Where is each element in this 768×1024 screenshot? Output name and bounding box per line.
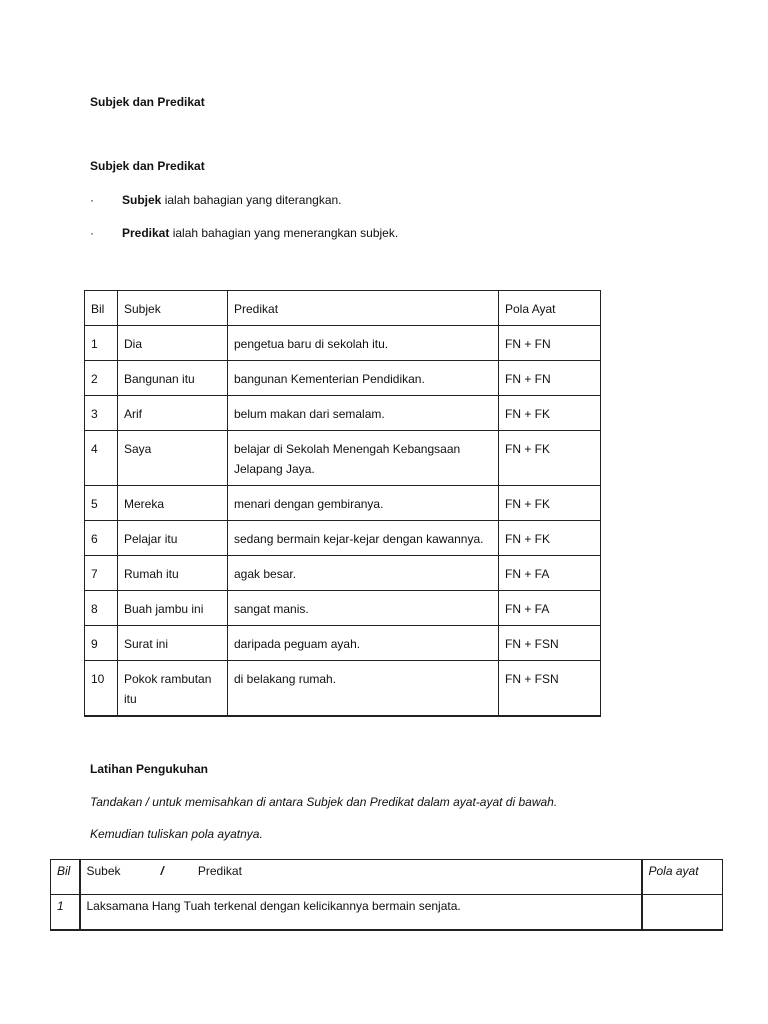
bullet-definition: ialah bahagian yang menerangkan subjek. bbox=[169, 226, 399, 240]
cell-subjek: Dia bbox=[118, 326, 228, 361]
cell-subjek: Saya bbox=[118, 431, 228, 486]
cell-predikat: daripada peguam ayah. bbox=[228, 626, 499, 661]
cell-predikat: pengetua baru di sekolah itu. bbox=[228, 326, 499, 361]
page-title: Subjek dan Predikat bbox=[90, 95, 205, 109]
cell-subjek: Buah jambu ini bbox=[118, 591, 228, 626]
cell-predikat: agak besar. bbox=[228, 556, 499, 591]
cell-pola-ayat: FN + FSN bbox=[499, 626, 601, 661]
latihan-header-subek: Subek bbox=[86, 864, 121, 878]
cell-predikat: sangat manis. bbox=[228, 591, 499, 626]
cell-bil: 7 bbox=[85, 556, 118, 591]
bullet-marker: · bbox=[90, 193, 94, 207]
latihan-cell-bil: 1 bbox=[51, 895, 80, 931]
cell-bil: 10 bbox=[85, 661, 118, 717]
table-row bbox=[85, 396, 601, 431]
latihan-instruction-2: Kemudian tuliskan pola ayatnya. bbox=[90, 827, 263, 841]
bullet-item-predikat bbox=[0, 226, 768, 244]
table-row bbox=[85, 661, 601, 717]
cell-predikat: sedang bermain kejar-kejar dengan kawannya. bbox=[228, 521, 499, 556]
cell-bil: 8 bbox=[85, 591, 118, 626]
table-row bbox=[85, 361, 601, 396]
cell-predikat: belajar di Sekolah Menengah Kebangsaan Jelapang Jaya. bbox=[228, 431, 499, 486]
cell-bil: 3 bbox=[85, 396, 118, 431]
table-row bbox=[85, 556, 601, 591]
cell-subjek: Pokok rambutan itu bbox=[118, 661, 228, 717]
table-row bbox=[85, 486, 601, 521]
cell-bil: 2 bbox=[85, 361, 118, 396]
table-row bbox=[85, 626, 601, 661]
cell-pola-ayat: FN + FK bbox=[499, 396, 601, 431]
latihan-cell-sentence: Laksamana Hang Tuah terkenal dengan kelicikannya bermain senjata. bbox=[80, 895, 642, 931]
table-row bbox=[85, 591, 601, 626]
bullet-definition: ialah bahagian yang diterangkan. bbox=[161, 193, 342, 207]
section-heading: Subjek dan Predikat bbox=[90, 159, 205, 173]
bullet-term: Predikat bbox=[122, 226, 170, 240]
column-header-subjek: Subjek bbox=[118, 291, 228, 326]
cell-pola-ayat: FN + FA bbox=[499, 556, 601, 591]
latihan-heading: Latihan Pengukuhan bbox=[90, 762, 209, 776]
cell-bil: 9 bbox=[85, 626, 118, 661]
latihan-header-row bbox=[51, 860, 723, 895]
cell-pola-ayat: FN + FK bbox=[499, 486, 601, 521]
cell-subjek: Bangunan itu bbox=[118, 361, 228, 396]
cell-pola-ayat: FN + FK bbox=[499, 521, 601, 556]
cell-subjek: Arif bbox=[118, 396, 228, 431]
cell-predikat: bangunan Kementerian Pendidikan. bbox=[228, 361, 499, 396]
cell-pola-ayat: FN + FN bbox=[499, 361, 601, 396]
cell-bil: 4 bbox=[85, 431, 118, 486]
cell-pola-ayat: FN + FSN bbox=[499, 661, 601, 717]
bullet-term: Subjek bbox=[122, 193, 162, 207]
table-row bbox=[85, 326, 601, 361]
subjek-predikat-table bbox=[84, 290, 601, 717]
latihan-header-slash: / bbox=[160, 864, 164, 878]
latihan-row bbox=[51, 895, 723, 931]
cell-subjek: Rumah itu bbox=[118, 556, 228, 591]
latihan-header-bil: Bil bbox=[51, 860, 80, 895]
latihan-table bbox=[50, 859, 723, 931]
cell-subjek: Pelajar itu bbox=[118, 521, 228, 556]
latihan-header-subek-predikat bbox=[80, 860, 642, 895]
table-row bbox=[85, 521, 601, 556]
latihan-header-predikat: Predikat bbox=[197, 864, 242, 878]
cell-subjek: Surat ini bbox=[118, 626, 228, 661]
cell-predikat: belum makan dari semalam. bbox=[228, 396, 499, 431]
cell-bil: 6 bbox=[85, 521, 118, 556]
cell-bil: 5 bbox=[85, 486, 118, 521]
cell-pola-ayat: FN + FA bbox=[499, 591, 601, 626]
bullet-marker: · bbox=[90, 226, 94, 240]
cell-pola-ayat: FN + FN bbox=[499, 326, 601, 361]
table-header-row bbox=[85, 291, 601, 326]
column-header-bil: Bil bbox=[85, 291, 118, 326]
latihan-cell-pola-answer[interactable] bbox=[642, 895, 723, 931]
bullet-item-subjek bbox=[0, 193, 768, 211]
column-header-pola-ayat: Pola Ayat bbox=[499, 291, 601, 326]
cell-predikat: di belakang rumah. bbox=[228, 661, 499, 717]
cell-pola-ayat: FN + FK bbox=[499, 431, 601, 486]
cell-predikat: menari dengan gembiranya. bbox=[228, 486, 499, 521]
cell-bil: 1 bbox=[85, 326, 118, 361]
column-header-predikat: Predikat bbox=[228, 291, 499, 326]
table-row bbox=[85, 431, 601, 486]
cell-subjek: Mereka bbox=[118, 486, 228, 521]
latihan-header-pola-ayat: Pola ayat bbox=[642, 860, 723, 895]
latihan-instruction-1: Tandakan / untuk memisahkan di antara Subjek dan Predikat dalam ayat-ayat di bawah. bbox=[90, 795, 558, 809]
